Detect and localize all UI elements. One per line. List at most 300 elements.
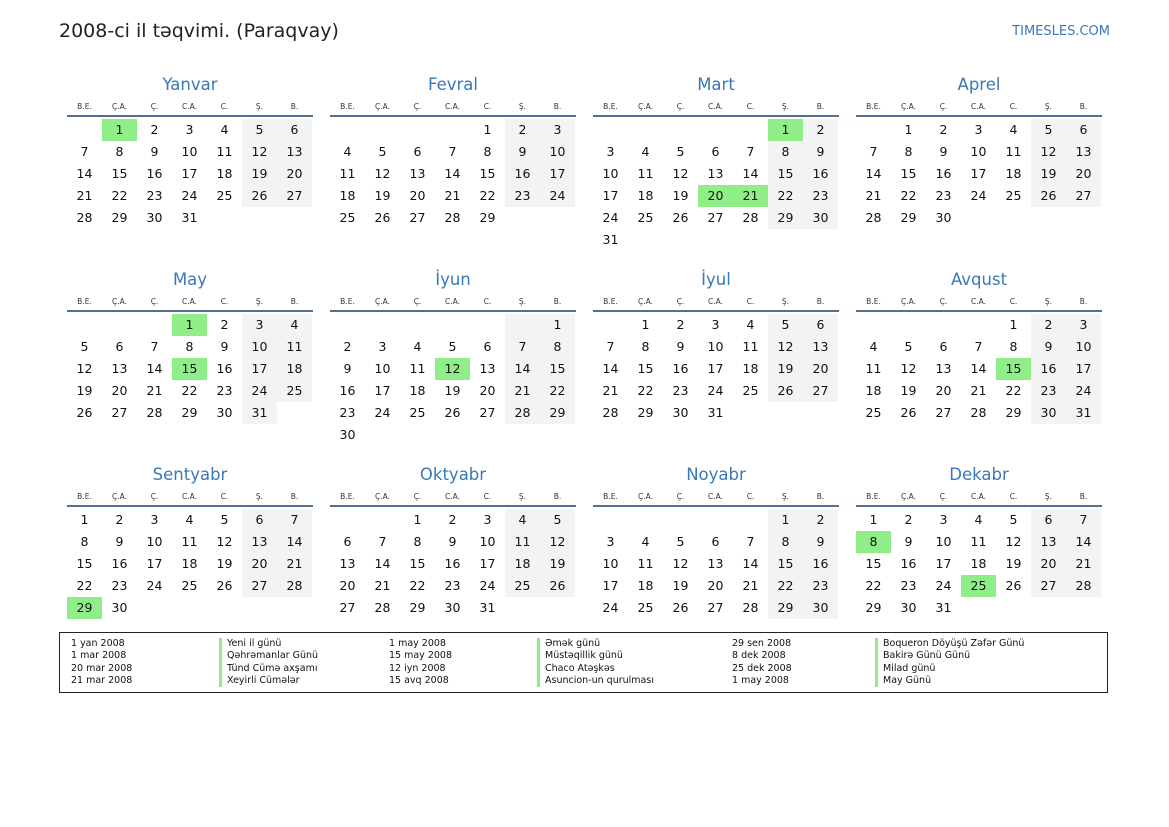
day-cell: 25 — [637, 600, 654, 615]
day-cell: 21 — [602, 383, 619, 398]
day-cell: 1 — [80, 512, 89, 527]
day-cell: 26 — [444, 405, 461, 420]
weekday-label: C.A. — [444, 102, 460, 111]
day-cell: 18 — [216, 166, 233, 181]
day-cell: 19 — [76, 383, 93, 398]
day-cell: 17 — [479, 556, 496, 571]
weekday-label: B.E. — [77, 492, 92, 501]
month-calendar — [856, 462, 1102, 657]
day-cell: 5 — [242, 119, 277, 141]
day-cell: 10 — [602, 556, 619, 571]
day-cell: 22 — [540, 380, 575, 402]
day-cell: 30 — [339, 427, 356, 442]
day-cell: 9 — [1031, 336, 1066, 358]
day-cell: 1 — [540, 314, 575, 336]
day-cell: 4 — [277, 314, 312, 336]
weekday-label: Ş. — [781, 102, 790, 111]
day-cell: 23 — [803, 575, 838, 597]
day-cell: 6 — [711, 534, 720, 549]
weekday-label: C. — [483, 297, 492, 306]
day-cell: 9 — [448, 534, 457, 549]
legend-date: 25 dek 2008 — [732, 662, 792, 674]
legend-date: 1 may 2008 — [389, 638, 446, 649]
day-cell: 8 — [641, 339, 650, 354]
month-calendar — [67, 267, 313, 462]
day-cell: 15 — [865, 556, 882, 571]
day-cell: 7 — [1066, 509, 1101, 531]
day-cell: 13 — [707, 166, 724, 181]
day-cell: 9 — [803, 531, 838, 553]
day-cell: 13 — [339, 556, 356, 571]
site-logo[interactable]: TIMESLES.COM — [1012, 24, 1110, 39]
day-cell: 22 — [76, 578, 93, 593]
day-cell: 18 — [505, 553, 540, 575]
day-cell: 24 — [707, 383, 724, 398]
weekday-label: Ş. — [781, 297, 790, 306]
day-cell: 24 — [479, 578, 496, 593]
day-cell: 27 — [409, 210, 426, 225]
day-cell: 7 — [869, 144, 878, 159]
day-cell: 22 — [111, 188, 128, 203]
weekday-label: Ç.A. — [111, 297, 127, 306]
day-cell: 18 — [1005, 166, 1022, 181]
day-cell: 26 — [374, 210, 391, 225]
day-cell: 16 — [935, 166, 952, 181]
day-cell: 25 — [505, 575, 540, 597]
day-cell: 16 — [444, 556, 461, 571]
day-cell: 27 — [111, 405, 128, 420]
day-cell: 21 — [865, 188, 882, 203]
month-name: İyul — [701, 270, 731, 289]
day-cell: 18 — [409, 383, 426, 398]
weekday-header — [593, 98, 839, 117]
day-cell: 10 — [970, 144, 987, 159]
day-cell: 20 — [111, 383, 128, 398]
day-cell: 16 — [111, 556, 128, 571]
day-cell: 10 — [935, 534, 952, 549]
day-cell: 5 — [220, 512, 229, 527]
legend-holiday: Asuncion-un qurulması — [537, 675, 732, 687]
empty-cell — [733, 509, 768, 531]
weekday-header — [67, 293, 313, 312]
weekday-label: C.A. — [444, 297, 460, 306]
day-cell: 9 — [505, 141, 540, 163]
day-cell: 30 — [900, 600, 917, 615]
day-grid — [593, 119, 839, 251]
day-cell: 17 — [602, 578, 619, 593]
day-cell: 23 — [672, 383, 689, 398]
day-cell: 17 — [242, 358, 277, 380]
empty-cell — [400, 314, 435, 336]
day-cell: 1 — [869, 512, 878, 527]
legend-date: 21 mar 2008 — [71, 674, 133, 686]
holiday-day-cell: 29 — [67, 597, 102, 619]
weekday-label: B.E. — [603, 492, 618, 501]
day-cell: 13 — [1066, 141, 1101, 163]
weekday-label: B.E. — [77, 297, 92, 306]
day-cell: 5 — [1009, 512, 1018, 527]
day-cell: 27 — [803, 380, 838, 402]
weekday-label: B. — [290, 297, 299, 306]
day-cell: 2 — [220, 317, 229, 332]
weekday-label: C.A. — [970, 297, 986, 306]
day-cell: 15 — [409, 556, 426, 571]
day-grid — [67, 314, 313, 424]
day-cell: 14 — [146, 361, 163, 376]
day-cell: 11 — [865, 361, 882, 376]
weekday-label: Ç.A. — [374, 297, 390, 306]
weekday-label: Ş. — [518, 297, 527, 306]
day-cell: 15 — [768, 163, 803, 185]
day-cell: 29 — [540, 402, 575, 424]
day-cell: 25 — [637, 210, 654, 225]
day-cell: 10 — [707, 339, 724, 354]
day-cell: 3 — [540, 119, 575, 141]
weekday-label: B.E. — [340, 492, 355, 501]
day-cell: 29 — [900, 210, 917, 225]
legend-dates-col-3 — [732, 638, 875, 692]
holiday-day-cell: 15 — [172, 358, 207, 380]
day-cell: 17 — [935, 556, 952, 571]
day-cell: 17 — [146, 556, 163, 571]
day-cell: 26 — [900, 405, 917, 420]
holiday-day-cell: 21 — [733, 185, 768, 207]
empty-cell — [67, 314, 102, 336]
day-cell: 6 — [939, 339, 948, 354]
day-cell: 2 — [150, 122, 159, 137]
day-cell: 23 — [1031, 380, 1066, 402]
weekday-label: C. — [746, 297, 755, 306]
day-cell: 19 — [540, 553, 575, 575]
day-cell: 7 — [606, 339, 615, 354]
month-name: Avqust — [950, 270, 1008, 289]
day-cell: 6 — [242, 509, 277, 531]
month-calendar — [593, 72, 839, 267]
weekday-label: B.E. — [340, 102, 355, 111]
day-cell: 28 — [277, 575, 312, 597]
day-cell: 20 — [803, 358, 838, 380]
weekday-label: C. — [220, 492, 229, 501]
legend-holiday: Əmək günü — [537, 638, 732, 650]
day-cell: 9 — [904, 534, 913, 549]
day-cell: 15 — [479, 166, 496, 181]
day-cell: 22 — [637, 383, 654, 398]
empty-cell — [891, 314, 926, 336]
day-cell: 24 — [374, 405, 391, 420]
month-calendar — [856, 72, 1102, 267]
day-cell: 7 — [80, 144, 89, 159]
weekday-label: Ç.A. — [374, 102, 390, 111]
day-cell: 13 — [242, 531, 277, 553]
day-cell: 8 — [540, 336, 575, 358]
weekday-label: Ç. — [150, 102, 159, 111]
weekday-label: B. — [553, 492, 562, 501]
day-cell: 7 — [150, 339, 159, 354]
day-cell: 3 — [711, 317, 720, 332]
day-cell: 5 — [1031, 119, 1066, 141]
day-cell: 30 — [935, 210, 952, 225]
day-cell: 18 — [181, 556, 198, 571]
legend-holiday: Tünd Cümə axşamı — [219, 663, 389, 675]
day-cell: 8 — [904, 144, 913, 159]
weekday-label: C.A. — [970, 102, 986, 111]
month-name: Dekabr — [949, 465, 1009, 484]
day-cell: 19 — [900, 383, 917, 398]
day-cell: 19 — [1031, 163, 1066, 185]
day-cell: 12 — [374, 166, 391, 181]
weekday-label: C. — [746, 102, 755, 111]
day-cell: 28 — [865, 210, 882, 225]
day-cell: 14 — [970, 361, 987, 376]
day-cell: 2 — [343, 339, 352, 354]
day-cell: 2 — [676, 317, 685, 332]
day-cell: 2 — [803, 119, 838, 141]
day-cell: 14 — [277, 531, 312, 553]
empty-cell — [330, 509, 365, 531]
day-cell: 8 — [768, 141, 803, 163]
day-cell: 2 — [939, 122, 948, 137]
day-cell: 16 — [339, 383, 356, 398]
day-cell: 23 — [900, 578, 917, 593]
weekday-label: C.A. — [707, 297, 723, 306]
weekday-label: Ş. — [518, 492, 527, 501]
day-cell: 2 — [448, 512, 457, 527]
month-name: Sentyabr — [152, 465, 228, 484]
day-cell: 13 — [277, 141, 312, 163]
day-cell: 10 — [181, 144, 198, 159]
day-cell: 27 — [707, 600, 724, 615]
weekday-label: C. — [746, 492, 755, 501]
month-name: Fevral — [428, 75, 478, 94]
weekday-header — [856, 98, 1102, 117]
day-cell: 13 — [479, 361, 496, 376]
holiday-day-cell: 15 — [996, 358, 1031, 380]
month-calendar — [67, 72, 313, 267]
day-cell: 21 — [505, 380, 540, 402]
weekday-label: B.E. — [866, 102, 881, 111]
day-cell: 8 — [185, 339, 194, 354]
day-cell: 19 — [242, 163, 277, 185]
day-cell: 1 — [904, 122, 913, 137]
empty-cell — [663, 119, 698, 141]
day-grid — [67, 119, 313, 229]
weekday-header — [330, 98, 576, 117]
weekday-label: Ç. — [939, 492, 948, 501]
day-cell: 25 — [865, 405, 882, 420]
day-cell: 1 — [768, 509, 803, 531]
empty-cell — [330, 314, 365, 336]
day-cell: 16 — [803, 553, 838, 575]
day-cell: 1 — [641, 317, 650, 332]
month-name: May — [172, 270, 208, 289]
day-cell: 15 — [768, 553, 803, 575]
holiday-day-cell: 12 — [435, 358, 470, 380]
day-cell: 8 — [115, 144, 124, 159]
weekday-label: B.E. — [603, 297, 618, 306]
weekday-header — [330, 293, 576, 312]
day-cell: 10 — [242, 336, 277, 358]
month-calendar — [330, 462, 576, 657]
day-cell: 29 — [181, 405, 198, 420]
month-name: Aprel — [957, 75, 1001, 94]
weekday-label: Ş. — [255, 492, 264, 501]
day-cell: 28 — [444, 210, 461, 225]
day-cell: 6 — [803, 314, 838, 336]
day-cell: 12 — [540, 531, 575, 553]
day-cell: 20 — [242, 553, 277, 575]
day-cell: 4 — [413, 339, 422, 354]
day-cell: 18 — [339, 188, 356, 203]
day-cell: 26 — [672, 600, 689, 615]
day-cell: 21 — [742, 578, 759, 593]
weekday-label: Ç. — [413, 102, 422, 111]
day-cell: 6 — [1031, 509, 1066, 531]
day-cell: 17 — [1066, 358, 1101, 380]
day-cell: 14 — [1066, 531, 1101, 553]
day-cell: 3 — [606, 144, 615, 159]
weekday-label: B. — [290, 102, 299, 111]
holiday-day-cell: 1 — [768, 119, 803, 141]
day-cell: 30 — [216, 405, 233, 420]
day-cell: 13 — [409, 166, 426, 181]
weekday-label: B. — [816, 297, 825, 306]
day-cell: 18 — [970, 556, 987, 571]
day-cell: 24 — [146, 578, 163, 593]
day-cell: 14 — [602, 361, 619, 376]
day-cell: 2 — [904, 512, 913, 527]
legend-date: 20 mar 2008 — [71, 662, 133, 674]
day-cell: 7 — [746, 144, 755, 159]
day-cell: 15 — [540, 358, 575, 380]
weekday-label: Ç. — [413, 297, 422, 306]
day-cell: 8 — [80, 534, 89, 549]
day-cell: 13 — [803, 336, 838, 358]
day-cell: 18 — [637, 578, 654, 593]
day-cell: 31 — [1066, 402, 1101, 424]
legend-date: 12 iyn 2008 — [389, 662, 446, 674]
legend-names-col-3 — [875, 638, 1120, 692]
day-cell: 21 — [374, 578, 391, 593]
weekday-label: Ç.A. — [900, 297, 916, 306]
day-cell: 5 — [676, 144, 685, 159]
weekday-label: Ş. — [1044, 297, 1053, 306]
day-cell: 8 — [768, 531, 803, 553]
day-cell: 9 — [676, 339, 685, 354]
day-cell: 2 — [803, 509, 838, 531]
day-cell: 5 — [448, 339, 457, 354]
weekday-label: Ç.A. — [111, 492, 127, 501]
day-cell: 4 — [220, 122, 229, 137]
day-cell: 16 — [216, 361, 233, 376]
weekday-label: C. — [483, 102, 492, 111]
day-cell: 28 — [970, 405, 987, 420]
day-cell: 20 — [1031, 553, 1066, 575]
holiday-day-cell: 25 — [961, 575, 996, 597]
day-cell: 8 — [413, 534, 422, 549]
day-cell: 26 — [540, 575, 575, 597]
day-cell: 26 — [242, 185, 277, 207]
day-cell: 25 — [339, 210, 356, 225]
day-cell: 27 — [1031, 575, 1066, 597]
weekday-label: B. — [553, 297, 562, 306]
weekday-label: Ç. — [150, 492, 159, 501]
day-cell: 27 — [479, 405, 496, 420]
day-cell: 11 — [970, 534, 987, 549]
day-cell: 31 — [242, 402, 277, 424]
day-cell: 4 — [974, 512, 983, 527]
day-cell: 20 — [1066, 163, 1101, 185]
day-cell: 5 — [904, 339, 913, 354]
day-cell: 1 — [1009, 317, 1018, 332]
day-cell: 5 — [378, 144, 387, 159]
day-cell: 24 — [602, 600, 619, 615]
day-cell: 27 — [242, 575, 277, 597]
weekday-label: C. — [1009, 297, 1018, 306]
holiday-day-cell: 1 — [102, 119, 137, 141]
day-cell: 11 — [339, 166, 356, 181]
day-cell: 7 — [505, 336, 540, 358]
empty-cell — [733, 119, 768, 141]
weekday-label: C.A. — [707, 492, 723, 501]
weekday-label: Ç. — [676, 297, 685, 306]
legend-date: 1 mar 2008 — [71, 650, 127, 662]
day-cell: 19 — [374, 188, 391, 203]
day-cell: 23 — [803, 185, 838, 207]
day-cell: 15 — [637, 361, 654, 376]
weekday-label: C.A. — [707, 102, 723, 111]
day-grid — [856, 119, 1102, 229]
month-calendar — [856, 267, 1102, 462]
day-cell: 30 — [146, 210, 163, 225]
day-cell: 12 — [1031, 141, 1066, 163]
weekday-label: B.E. — [603, 102, 618, 111]
day-cell: 2 — [505, 119, 540, 141]
day-cell: 11 — [637, 556, 654, 571]
day-cell: 10 — [146, 534, 163, 549]
day-cell: 28 — [146, 405, 163, 420]
day-cell: 21 — [146, 383, 163, 398]
holiday-day-cell: 8 — [856, 531, 891, 553]
day-grid — [67, 509, 313, 619]
weekday-header — [67, 98, 313, 117]
weekday-label: Ş. — [255, 102, 264, 111]
day-cell: 29 — [865, 600, 882, 615]
day-cell: 22 — [181, 383, 198, 398]
day-cell: 21 — [444, 188, 461, 203]
day-cell: 14 — [444, 166, 461, 181]
day-cell: 20 — [935, 383, 952, 398]
day-cell: 13 — [111, 361, 128, 376]
day-cell: 23 — [111, 578, 128, 593]
empty-cell — [435, 119, 470, 141]
day-cell: 26 — [768, 380, 803, 402]
day-cell: 5 — [540, 509, 575, 531]
day-cell: 19 — [768, 358, 803, 380]
day-cell: 28 — [742, 600, 759, 615]
day-cell: 9 — [343, 361, 352, 376]
day-cell: 27 — [339, 600, 356, 615]
day-cell: 27 — [707, 210, 724, 225]
day-cell: 2 — [115, 512, 124, 527]
day-cell: 18 — [742, 361, 759, 376]
day-cell: 16 — [505, 163, 540, 185]
day-cell: 14 — [742, 166, 759, 181]
legend-date: 29 sen 2008 — [732, 638, 792, 649]
empty-cell — [365, 314, 400, 336]
empty-cell — [628, 119, 663, 141]
weekday-label: Ç.A. — [900, 492, 916, 501]
day-cell: 19 — [672, 578, 689, 593]
